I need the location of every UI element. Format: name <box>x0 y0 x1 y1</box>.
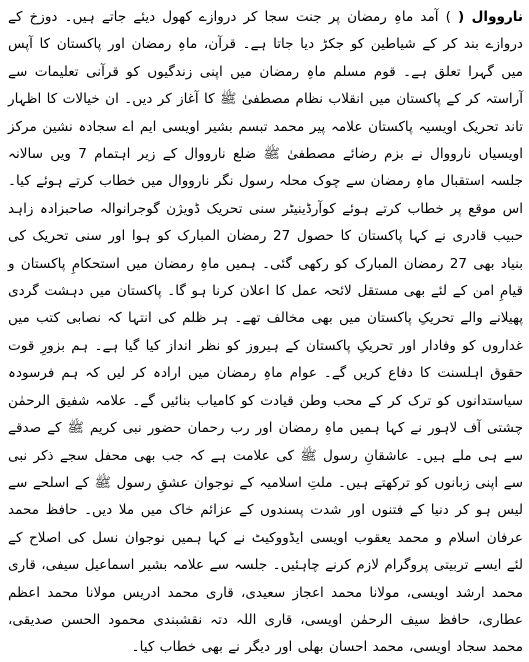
article-dateline: نارووال ( <box>457 9 524 25</box>
article-text: ) آمد ماہِ رمضان پر جنت سجا کر دروازے کھول دیئے جاتے ہیں۔ دوزخ کے دروازے بند کر کے شیاطین کو جکڑ دیا جاتا ہے۔ قرآن، ماہِ رمضان اور پاکستان کا آپس میں گہرا تعلق ہے۔ قوم مسلم ماہِ رمضان میں اپنی زندگیوں کو قرآنی تعلیمات سے آراستہ کر کے پاکستان میں انقلاب نظام مصطفیٰ ﷺ کا آغاز کر دیں۔ ان خیالات کا اظہار تاند تحریک اویسیہ پاکستان علامہ پیر محمد تبسم بشیر اویسی ایم اے سجادہ نشین مرکز اویسیاں نارووال نے بزم رضائے مصطفیٰ ﷺ ضلع نارووال کے زیر اہتمام 7 ویں سالانہ جلسہ استقبال ماہِ رمضان سے چوک محلہ رسول نگر نارووال میں خطاب کرتے ہوئے کیا۔ اس موقع پر خطاب کرتے ہوئے کوآرڈینیٹر سنی تحریک ڈویژن گوجرانوالہ صاحبزادہ زاہد حبیب قادری نے کہا پاکستان کا حصول 27 رمضان المبارک کو ہوا اور سنی تحریک کی بنیاد بھی 27 رمضان المبارک کو رکھی گئی۔ ہمیں ماہِ رمضان میں استحکامِ پاکستان و قیامِ امن کے لئے بھی مستقل لائحہ عمل کا اعلان کرنا ہو گا۔ پاکستان میں دہشت گردی پھیلانے والے تحریکِ پاکستان میں بھی مخالف تھے۔ ہر ظلم کی انتہا کہ نصابی کتب میں غداروں کو وفادار اور تحریکِ پاکستان کے ہیروز کو نظر انداز کیا گیا ہے۔ ہم بزورِ قوت حقوق اہلسنت کا دفاع کریں گے۔ عوام ماہِ رمضان میں ارادہ کر لیں کہ ہم فرسودہ سیاستدانوں کو ترک کر کے محب وطن قیادت کو کامیاب بنائیں گے۔ علامہ شفیق الرحمٰن چشتی آف لاہور نے کہا ہمیں ماہِ رمضان اور رب رحمان حضور نبی کریم ﷺ کے صدقے سے ہی ملے ہیں۔ عاشقانِ رسول ﷺ کی علامت ہے کہ جب بھی محفل سجے ذکر نبی سے اپنی زبانوں کو ترکھتے ہیں۔ ملتِ اسلامیہ کے نوجوان عشقِ رسول ﷺ کے اسلحے سے لیس ہو کر دنیا کے فتنوں اور شدت پسندوں کے عزائم خاک میں ملا دیں۔ حافظ محمد عرفان اسلام و محمد یعقوب اویسی ایڈووکیٹ نے کہا ہمیں نوجوان نسل کی اصلاح کے لئے ایسے تربیتی پروگرام لازم کرنے چاہئیں۔ جلسہ سے علامہ بشیر اسماعیل سیفی، قاری محمد ارشد اویسی، مولانا محمد اعجاز سعیدی، قاری محمد ادریس مولانا محمد اعظم عطاری، حافظ سیف الرحمٰن اویسی، قاری اللہ دتہ نقشبندی محمود الحسن صدیقی، محمد سجاد اویسی، محمد احسان بھلی اور دیگر نے بھی خطاب کیا۔ <box>8 9 524 656</box>
article-body <box>8 4 523 662</box>
